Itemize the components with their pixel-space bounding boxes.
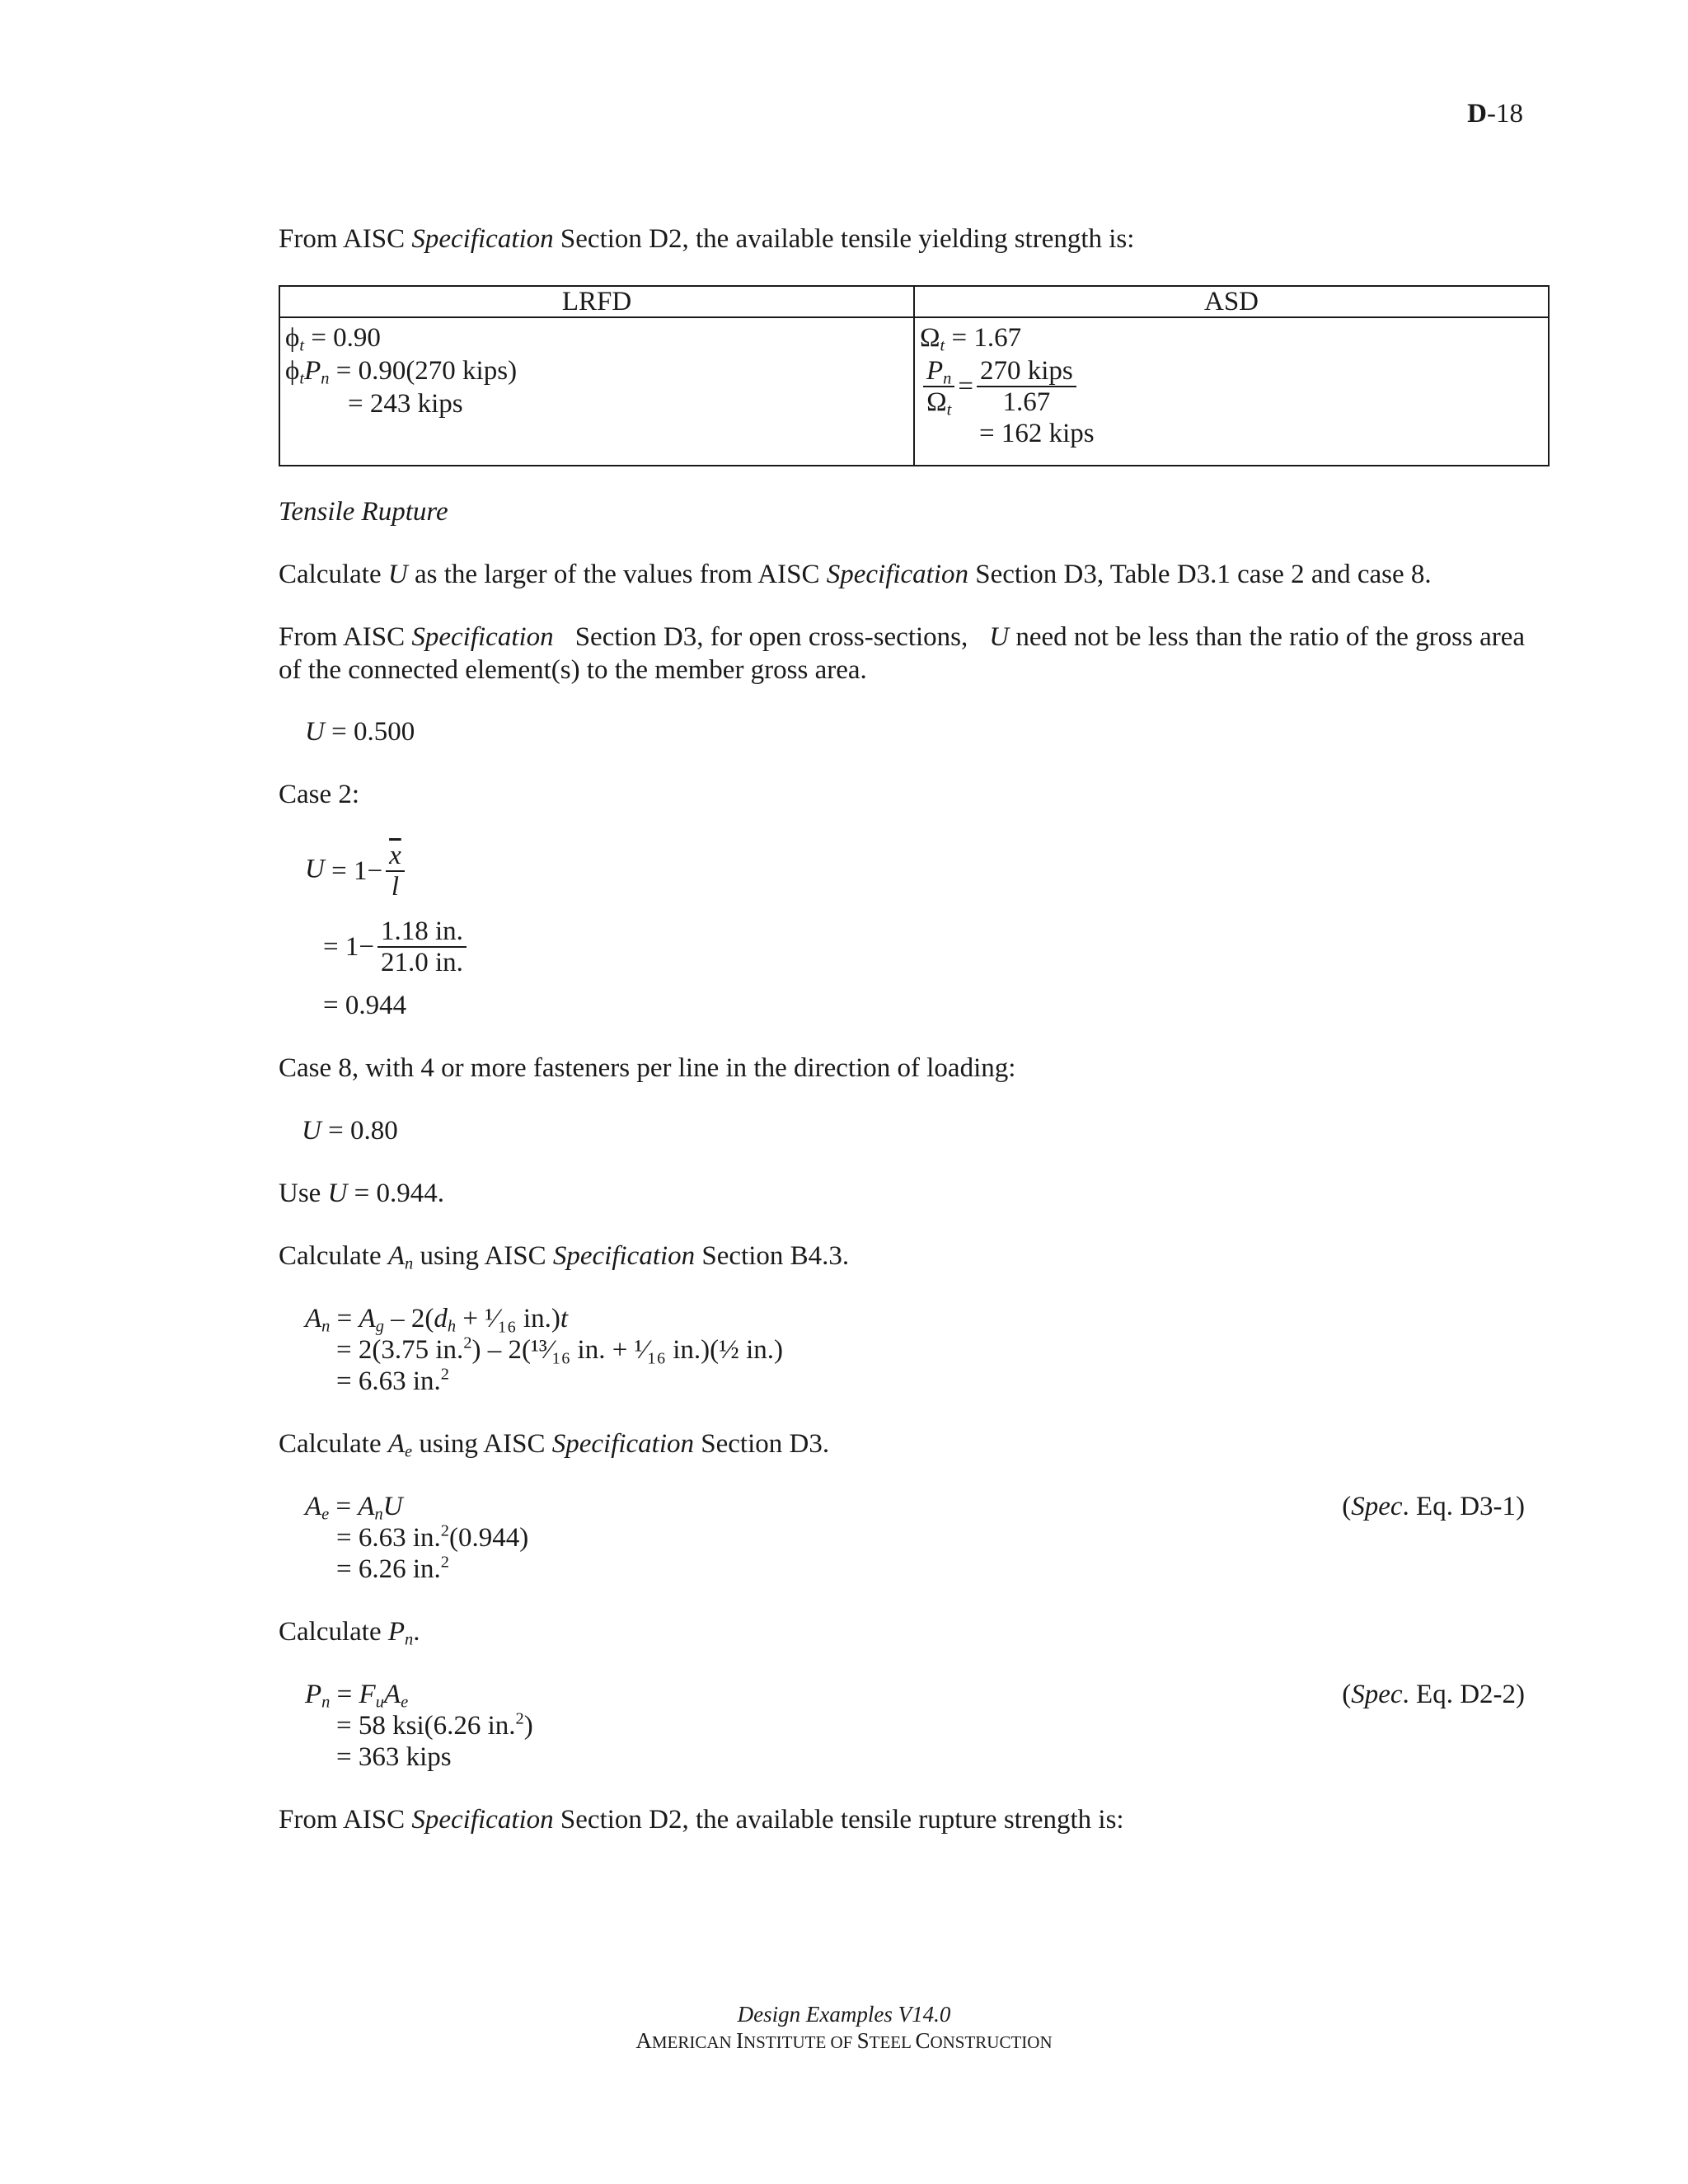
text: Calculate <box>279 560 388 589</box>
asd-lhs-fraction: $\frac{P_n}{\Omega_t}$ <box>923 356 954 417</box>
text: = 6.63 in. <box>336 1366 441 1396</box>
pn-equation-line-3: = 363 kips <box>336 1742 452 1772</box>
text: = <box>330 1680 359 1709</box>
text: Section D3, for open cross-sections, <box>574 622 968 652</box>
text: Section D2, the available tensile yielding strength is: <box>553 224 1135 254</box>
asd-cell <box>914 317 1549 466</box>
text: . Eq. D2-2) <box>1402 1680 1525 1709</box>
x-over-l-fraction <box>386 841 405 902</box>
text: Calculate <box>279 1617 388 1647</box>
text: = 0.80 <box>321 1116 398 1146</box>
numerator: 1.18 in. <box>377 916 467 948</box>
asd-line-3: = 162 kips <box>979 419 1095 448</box>
text: C <box>915 2028 931 2053</box>
text: using AISC <box>413 1241 553 1271</box>
text: TEEL <box>869 2032 916 2052</box>
footer <box>0 2001 1688 2055</box>
an-equation-line-3: = 6.63 in.$^2$ <box>336 1365 449 1396</box>
text: = 2(3.75 in. <box>336 1335 464 1365</box>
intro-rupture-paragraph <box>279 1803 1124 1836</box>
text: = 1− <box>324 856 383 886</box>
intro-yield-paragraph <box>279 223 1134 255</box>
text: S <box>856 2028 870 2053</box>
text: A <box>635 2028 652 2053</box>
an-equation-line-1: $A_n = A_g - 2(d_h$ + ¹⁄₁₆ in.)t <box>305 1304 568 1336</box>
footer-title: Design Examples V14.0 <box>737 2002 951 2027</box>
ae-equation-line-2: = 6.63 in.$^2$(0.944) <box>336 1521 529 1553</box>
text: From AISC <box>279 622 412 652</box>
heading-text: Tensile Rupture <box>279 497 448 527</box>
text: Calculate <box>279 1429 388 1459</box>
text: = 0.500 <box>324 717 415 747</box>
text: . Eq. D3-1) <box>1402 1492 1525 1521</box>
calc-pn-paragraph: Calculate $P_n$. <box>279 1617 420 1649</box>
pn-equation-reference: (Spec. Eq. D2-2) <box>1342 1680 1525 1709</box>
case8-label: Case 8, with 4 or more fasteners per line in the direction of loading: <box>279 1053 1016 1083</box>
page-number-prefix: D <box>1467 99 1487 129</box>
spec-italic: Specification <box>411 1805 554 1835</box>
text: ONSTRUCTION <box>930 2032 1053 2052</box>
text: ) <box>523 1711 533 1741</box>
u-case8-equation: U = 0.80 <box>302 1116 398 1146</box>
length-fraction <box>377 916 467 977</box>
text: ) – 2(¹³⁄₁₆ in. + ¹⁄₁₆ in.)(½ in.) <box>471 1335 784 1365</box>
yield-strength-table <box>279 285 1550 466</box>
text <box>989 621 1525 654</box>
text: I <box>735 2028 743 2053</box>
open-section-line-2: of the connected element(s) to the member gross area. <box>279 655 867 685</box>
text: = <box>330 1304 359 1333</box>
var: U <box>387 560 408 589</box>
text: = 6.63 in. <box>336 1523 441 1553</box>
u-min-equation: U = 0.500 <box>305 717 415 747</box>
spec-italic: Spec <box>1351 1492 1403 1521</box>
asd-header: ASD <box>914 286 1549 317</box>
text: Section B4.3. <box>695 1241 850 1271</box>
calc-u-paragraph <box>279 558 1432 591</box>
text: = 0.944. <box>347 1179 445 1208</box>
text: using AISC <box>412 1429 552 1459</box>
text: NSTITUTE OF <box>743 2032 857 2052</box>
spec-italic: Specification <box>826 560 969 589</box>
open-section-line-1 <box>279 621 1525 654</box>
text: = 1− <box>323 932 374 962</box>
text <box>279 621 554 654</box>
text: as the larger of the values from AISC <box>407 560 827 589</box>
text: = 6.26 in. <box>336 1554 441 1584</box>
tensile-rupture-heading <box>279 495 448 528</box>
pn-equation-line-2: = 58 ksi(6.26 in.$^2$) <box>336 1709 533 1741</box>
asd-line-2: $\frac{P_n}{\Omega_t}$ = $\frac{\text{270 kips}}{1.67}$ <box>920 356 1543 417</box>
footer-line-2 <box>0 2027 1688 2055</box>
numerator: 270 kips <box>977 356 1076 387</box>
lrfd-cell <box>279 317 914 466</box>
lrfd-header: LRFD <box>279 286 914 317</box>
l: l <box>391 872 399 902</box>
lrfd-line-3: = 243 kips <box>348 389 463 419</box>
ae-equation-line-1: $A_e = A_nU$ <box>305 1492 403 1524</box>
calc-ae-paragraph: Calculate $A_e$ using AISC Specification Section D3. <box>279 1429 830 1461</box>
asd-line-1: $\Omega_t = 1.67$ <box>920 323 1022 355</box>
ae-equation-reference: (Spec. Eq. D3-1) <box>1342 1492 1525 1521</box>
open-section-paragraph <box>279 621 1525 687</box>
text: From AISC <box>279 1805 412 1835</box>
text: MERICAN <box>651 2032 736 2052</box>
lrfd-line-1: $\phi_t = 0.90$ <box>285 323 381 355</box>
text: – 2( <box>383 1304 434 1333</box>
case2-label: Case 2: <box>279 780 360 809</box>
pn-equation-line-1: $P_n = F_uA_e$ <box>305 1680 409 1712</box>
spec-italic: Specification <box>411 622 554 652</box>
var: U <box>327 1179 348 1208</box>
use-u-statement <box>279 1177 444 1210</box>
text: + ¹⁄₁₆ in.) <box>456 1304 560 1333</box>
text: = <box>329 1492 359 1521</box>
calc-an-paragraph: Calculate $A_n$ using AISC Specification Section B4.3. <box>279 1241 850 1273</box>
denominator: 21.0 in. <box>380 948 463 977</box>
spec-italic: Spec <box>1351 1680 1403 1709</box>
ae-equation-line-3: = 6.26 in.$^2$ <box>336 1553 449 1584</box>
case2-result: = 0.944 <box>323 991 407 1020</box>
text: = 1.67 <box>945 323 1022 353</box>
case2-equation-1: U = 1− $\frac{\overline{x}}{l}$ <box>305 841 408 902</box>
lrfd-line-2: $\phi_tP_n = 0.90(270$ kips) <box>285 356 518 388</box>
text: = 0.90(270 kips) <box>329 356 518 386</box>
x-bar: $\overline{x}$ <box>389 841 401 870</box>
text: From AISC <box>279 224 412 254</box>
spec-italic: Specification <box>411 224 554 254</box>
text: = 58 ksi(6.26 in. <box>336 1711 516 1741</box>
case2-equation-2 <box>323 916 470 977</box>
page-number-value: -18 <box>1487 99 1523 129</box>
text: Section D2, the available tensile rupture strength is: <box>553 1805 1124 1835</box>
text: need not be less than the ratio of the gross area <box>1009 622 1525 652</box>
text: (0.944) <box>449 1523 529 1553</box>
asd-rhs-fraction <box>977 356 1076 417</box>
text: Use <box>279 1179 328 1208</box>
denominator: 1.67 <box>1002 387 1051 417</box>
text: . <box>413 1617 420 1647</box>
text: = 0.90 <box>304 323 381 353</box>
spec-italic: Specification <box>552 1241 696 1271</box>
spec-italic: Specification <box>551 1429 695 1459</box>
an-equation-line-2: = 2(3.75 in.$^2$) – 2(¹³⁄₁₆ in. + ¹⁄₁₆ in.)(½ in.) <box>336 1333 784 1365</box>
footer-line-1 <box>0 2001 1688 2027</box>
text: Calculate <box>279 1241 388 1271</box>
text: Section D3. <box>694 1429 830 1459</box>
text: Section D3, Table D3.1 case 2 and case 8. <box>968 560 1432 589</box>
page-number <box>1467 97 1523 130</box>
var: U <box>989 622 1010 652</box>
